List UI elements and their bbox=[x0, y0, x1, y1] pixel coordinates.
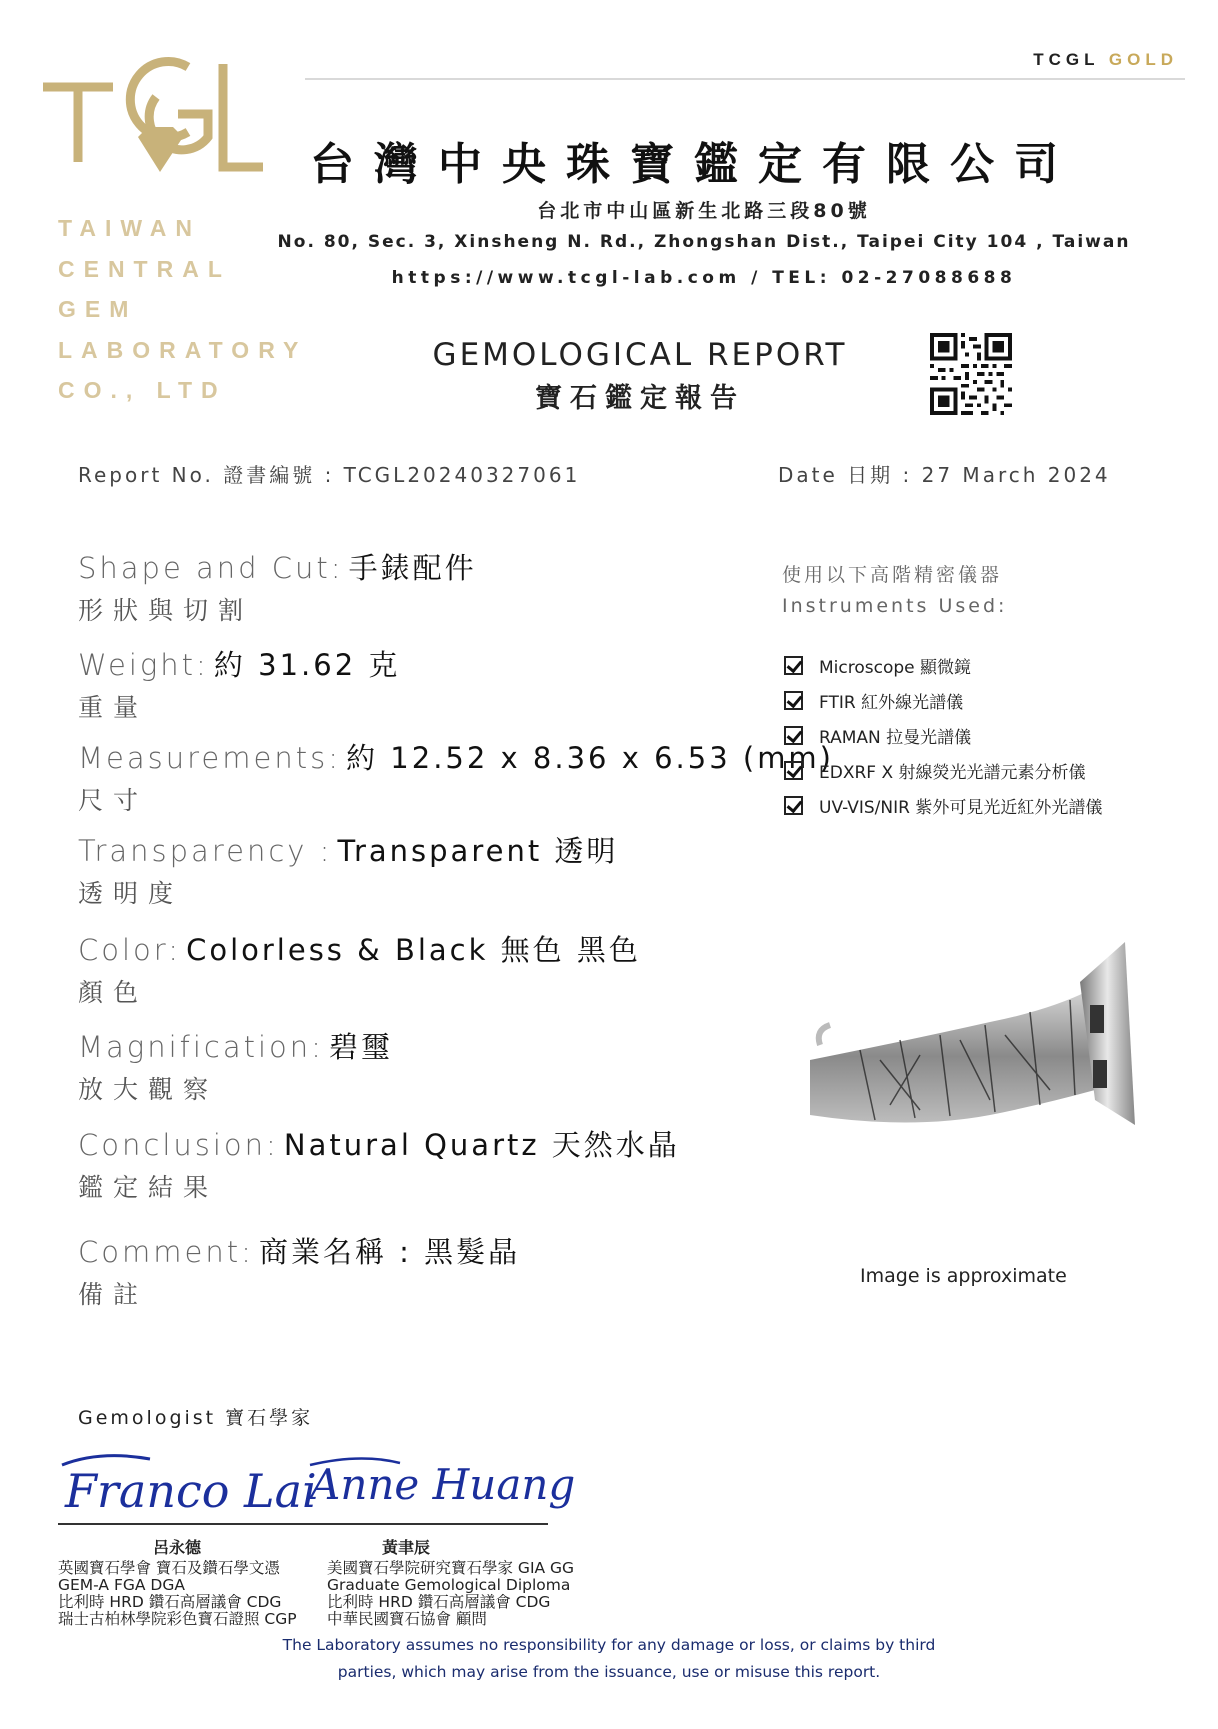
header-rule bbox=[305, 78, 1185, 80]
field-comment: Comment: 商業名稱 : 黑髮晶 備註 bbox=[78, 1235, 521, 1309]
instrument-raman: RAMAN 拉曼光譜儀 bbox=[784, 722, 971, 748]
lab-name-line: GEM bbox=[58, 296, 138, 322]
report-date: Date 日期 : 27 March 2024 bbox=[778, 463, 1111, 487]
gemologist-name-right: 黃聿辰 bbox=[382, 1538, 431, 1557]
report-title-zh: 寶石鑑定報告 bbox=[535, 383, 745, 414]
lab-name-line: TAIWAN bbox=[58, 215, 202, 241]
handwritten-signatures bbox=[60, 1445, 580, 1530]
disclaimer: The Laboratory assumes no responsibility for any damage or loss, or claims by third parties, which may arise from the issuance, use or misuse this report. bbox=[282, 1636, 936, 1681]
lab-name-line: CENTRAL bbox=[58, 255, 231, 282]
checkbox-checked-icon bbox=[784, 761, 803, 780]
instrument-edxrf: EDXRF X 射線熒光光譜元素分析儀 bbox=[784, 757, 1086, 783]
qr-code[interactable] bbox=[930, 333, 1012, 415]
field-shape-cut: Shape and Cut: 手錶配件 形狀與切割 bbox=[78, 551, 477, 625]
company-name-zh: 台灣中央珠寶鑑定有限公司 bbox=[310, 139, 1078, 190]
report-number: Report No. 證書編號 : TCGL20240327061 bbox=[78, 463, 581, 487]
field-weight: Weight: 約 31.62 克 重量 bbox=[78, 648, 401, 722]
report-title: GEMOLOGICAL REPORT bbox=[432, 337, 848, 373]
checkbox-checked-icon bbox=[784, 691, 803, 710]
checkbox-checked-icon bbox=[784, 726, 803, 745]
lab-name-line: LABORATORY bbox=[58, 336, 308, 363]
signature-right: Anne Huang bbox=[310, 1460, 576, 1509]
instrument-microscope: Microscope 顯微鏡 bbox=[784, 652, 971, 678]
lab-name-line: CO., LTD bbox=[58, 377, 227, 403]
tcgl-logo-mark bbox=[38, 42, 268, 192]
instrument-uv-vis-nir: UV-VIS/NIR 紫外可見光近紅外光譜儀 bbox=[784, 792, 1102, 818]
gemologist-credentials-right: 美國寶石學院研究寶石學家 GIA GG Graduate Gemological Diploma 比利時 HRD 鑽石高層議會 CDG 中華民國寶石協會 顧問 bbox=[327, 1559, 575, 1628]
brand-tag: TCGL GOLD bbox=[1033, 50, 1178, 69]
product-image-watch-band bbox=[790, 940, 1150, 1160]
signature-rule bbox=[58, 1523, 548, 1525]
contact-line: https://www.tcgl-lab.com / TEL: 02-27088688 bbox=[391, 268, 1017, 288]
image-note: Image is approximate bbox=[860, 1265, 1067, 1287]
signature-left: Franco Lai bbox=[65, 1464, 317, 1518]
checkbox-checked-icon bbox=[784, 656, 803, 675]
field-transparency: Transparency : Transparent 透明 透明度 bbox=[78, 834, 619, 908]
address-zh: 台北市中山區新生北路三段80號 bbox=[537, 200, 871, 222]
field-conclusion: Conclusion: Natural Quartz 天然水晶 鑑定結果 bbox=[78, 1128, 680, 1202]
field-magnification: Magnification: 碧璽 放大觀察 bbox=[78, 1030, 394, 1104]
instrument-ftir: FTIR 紅外線光譜儀 bbox=[784, 687, 963, 713]
gemologist-heading: Gemologist 寶石學家 bbox=[78, 1407, 314, 1429]
address-en: No. 80, Sec. 3, Xinsheng N. Rd., Zhongshan Dist., Taipei City 104 , Taiwan bbox=[277, 232, 1131, 252]
checkbox-checked-icon bbox=[784, 796, 803, 815]
field-color: Color: Colorless & Black 無色 黑色 顏色 bbox=[78, 933, 641, 1007]
tcgl-logo bbox=[38, 42, 268, 196]
gemologist-credentials-left: 英國寶石學會 寶石及鑽石學文憑 GEM-A FGA DGA 比利時 HRD 鑽石高層議會 CDG 瑞士古柏林學院彩色寶石證照 CGP bbox=[58, 1559, 297, 1628]
instruments-heading: 使用以下高階精密儀器 Instruments Used: bbox=[782, 564, 1008, 617]
field-measurements: Measurements: 約 12.52 x 8.36 x 6.53 (mm) 尺寸 bbox=[78, 741, 835, 815]
gemologist-name-left: 呂永德 bbox=[153, 1538, 202, 1557]
